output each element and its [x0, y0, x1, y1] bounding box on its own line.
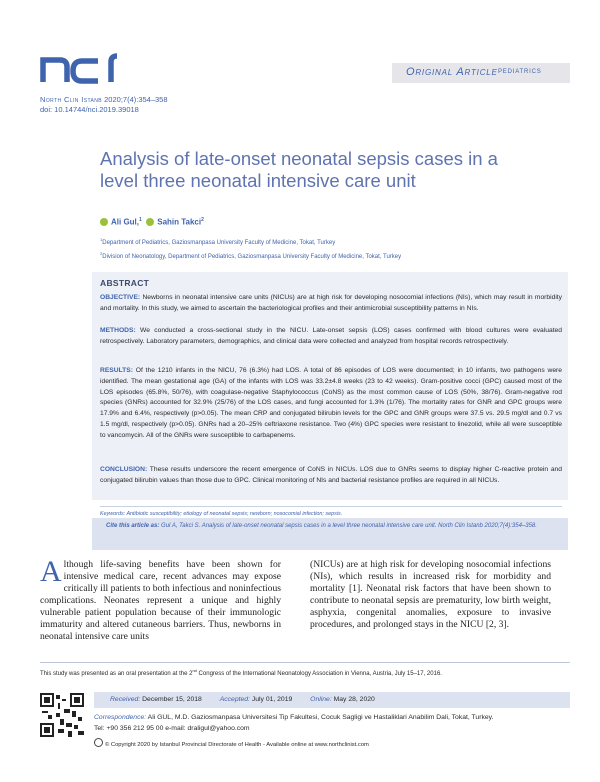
footnote-sup: nd [192, 668, 197, 673]
correspondence-label: Correspondence: [94, 714, 147, 721]
affiliation [100, 237, 335, 246]
copyright-text: © Copyright 2020 by Istanbul Provincial Directorate of Health - Available online at www.northclinist.com [105, 742, 369, 748]
journal-ref: 2020;7(4):354–358 [104, 95, 168, 104]
body-text-left: lthough life-saving benefits have been shown for intensive medical care, recent advances may expose critically ill patients to both infectious and noninfectious complications. Neonates represent a unique and highly vulnerable patient population because of their immunologic immaturity and altered cutaneous barriers. Thus, newborns in neonatal intensive care units [40, 559, 281, 642]
online-label: Online: [310, 696, 332, 703]
abstract-objective [100, 293, 562, 315]
keywords: Keywords: Antibiotic susceptibility; etiology of neonatal sepsis; newborn; nosocomial infection; sepsis. [100, 506, 562, 517]
results-label: RESULTS: [100, 367, 133, 374]
affiliation-sup: 2 [100, 251, 103, 256]
article-type-banner [392, 63, 570, 83]
copyright [94, 738, 369, 748]
article-title: Analysis of late-onset neonatal sepsis cases in a level three neonatal intensive care unit [100, 148, 498, 191]
objective-label: OBJECTIVE: [100, 294, 141, 301]
affiliation-text: Division of Neonatology, Department of Pediatrics, Gaziosmanpasa University Faculty of Medicine, Tokat, Turkey [102, 254, 402, 260]
conclusion-text: These results underscore the recent emergence of CoNS in NICUs. LOS due to GNRs seems to display higher C-reactive protein and conjugated bilirubin values than those due to GPC. Clinical monitoring of NIs and bacterial resistance profiles are required in all NICUs. [100, 466, 562, 484]
objective-text: Newborns in neonatal intensive care units (NICUs) are at high risk for developing nosocomial infections (NIs), which may result in morbidity and mortality. In this study, we aimed to ascertain the bacteriological profiles and their antimicrobial susceptibility patterns in NIs. [100, 294, 563, 312]
logo-text: nci [103, 83, 105, 84]
footnote-divider [40, 662, 570, 663]
doi[interactable]: doi: 10.14744/nci.2019.39018 [40, 105, 139, 114]
article-dates [110, 696, 375, 703]
qr-code[interactable] [40, 693, 84, 737]
accepted-date: July 01, 2019 [251, 696, 293, 703]
received-label: Received: [110, 696, 141, 703]
cite-label: Cite this article as: [106, 523, 160, 529]
abstract-results [100, 366, 562, 442]
affiliation-text: Department of Pediatrics, Gaziosmanpasa University Faculty of Medicine, Tokat, Turkey [102, 240, 336, 246]
abstract-conclusion [100, 465, 562, 487]
presentation-footnote [40, 668, 442, 677]
abstract-heading: ABSTRACT [100, 278, 150, 288]
cite-text: Gul A, Takci S. Analysis of late-onset neonatal sepsis cases in a level three neonatal intensive care unit. North Clin Istanb 2020;7(4):354–358. [161, 523, 537, 529]
affiliation-sup: 1 [100, 237, 103, 242]
journal-citation [40, 95, 168, 104]
creative-commons-icon [94, 738, 103, 747]
methods-text: We conducted a cross-sectional study in the NICU. Late-onset sepsis (LOS) cases confirmed with blood cultures were evaluated retrospectively. Laboratory parameters, demographics, and clinical data were collected and analyzed from hospital records retrospectively. [100, 327, 562, 345]
orcid-icon[interactable] [146, 218, 154, 226]
online-date: May 28, 2020 [333, 696, 375, 703]
journal-name: North Clin Istanb [40, 95, 103, 104]
author-sup: 2 [201, 217, 204, 223]
cite-this-article [106, 522, 556, 532]
received-date: December 15, 2018 [142, 696, 202, 703]
author-name[interactable]: Sahin Takci [157, 217, 202, 227]
orcid-icon[interactable] [100, 218, 108, 226]
body-column-right [310, 559, 551, 631]
journal-logo [40, 52, 128, 84]
body-text-right: (NICUs) are at high risk for developing nosocomial infections (NIs), which results in increased risk for morbidity and mortality [1]. Neonatal risk factors that have been shown to contribute to neonatal sepsis are prematurity, low birth weight, asphyxia, congenital anomalies, exposure to invasive procedures, and prolonged stays in the NICU [2, 3]. [310, 559, 551, 630]
author-name[interactable]: Ali Gul, [111, 217, 139, 227]
article-type: Original Article [406, 66, 498, 78]
abstract-methods [100, 326, 562, 348]
author-list [100, 217, 204, 227]
dropcap: A [40, 555, 62, 588]
methods-label: METHODS: [100, 327, 136, 334]
correspondence [94, 714, 493, 721]
correspondence-text: Ali GUL, M.D. Gaziosmanpasa Universitesi Tip Fakultesi, Cocuk Sagligi ve Hastaliklari Anabilim Dali, Tokat, Turkey. [147, 714, 494, 721]
body-column-left [40, 555, 281, 643]
article-category: PEDIATRICS [498, 69, 542, 75]
footnote-text-end: Congress of the International Neonatology Association in Vienna, Austria, July 15–17, 2016. [196, 671, 442, 677]
affiliation [100, 251, 401, 260]
results-text: Of the 1210 infants in the NICU, 76 (6.3%) had LOS. A total of 86 episodes of LOS were documented; in 10 infants, two pathogens were identified. The mean gestational age (GA) of the infants with LOS was 33.2±4.8 weeks (23 to 42 weeks). Gram-positive cocci (GPC) caused most of the LOS episodes (65.8%, 50/76), with coagulase-negative Staphylococcus (CoNS) as the most common cause of LOS (50%, 38/76). Gram-negative rod species (GNRs) accounted for 32.9% (25/76) of the LOS cases, and fungi accounted for 1.3% (1/76). The mortality rates for GNR and GPC groups were 17.9% and 6.4%, respectively (p>0.05). The mean CRP and conjugated bilirubin levels for the GPC and GNR groups were 37.5 vs. 29.5 mg/dl and 0.7 vs 1.5 mg/dl, respectively (p>0.05). GNRs had a 20–25% ceftriaxone resistance. Two (4%) GPC species were resistant to linezolid, while all were susceptible to vancomycin. All of the GNRs were susceptible to carbapenems. [100, 367, 562, 439]
author-sup: 1 [139, 217, 142, 223]
conclusion-label: CONCLUSION: [100, 466, 148, 473]
accepted-label: Accepted: [219, 696, 250, 703]
correspondence-contact: Tel: +90 356 212 95 00 e-mail: draligul@yahoo.com [94, 725, 250, 732]
footnote-text: This study was presented as an oral presentation at the 2 [40, 671, 193, 677]
